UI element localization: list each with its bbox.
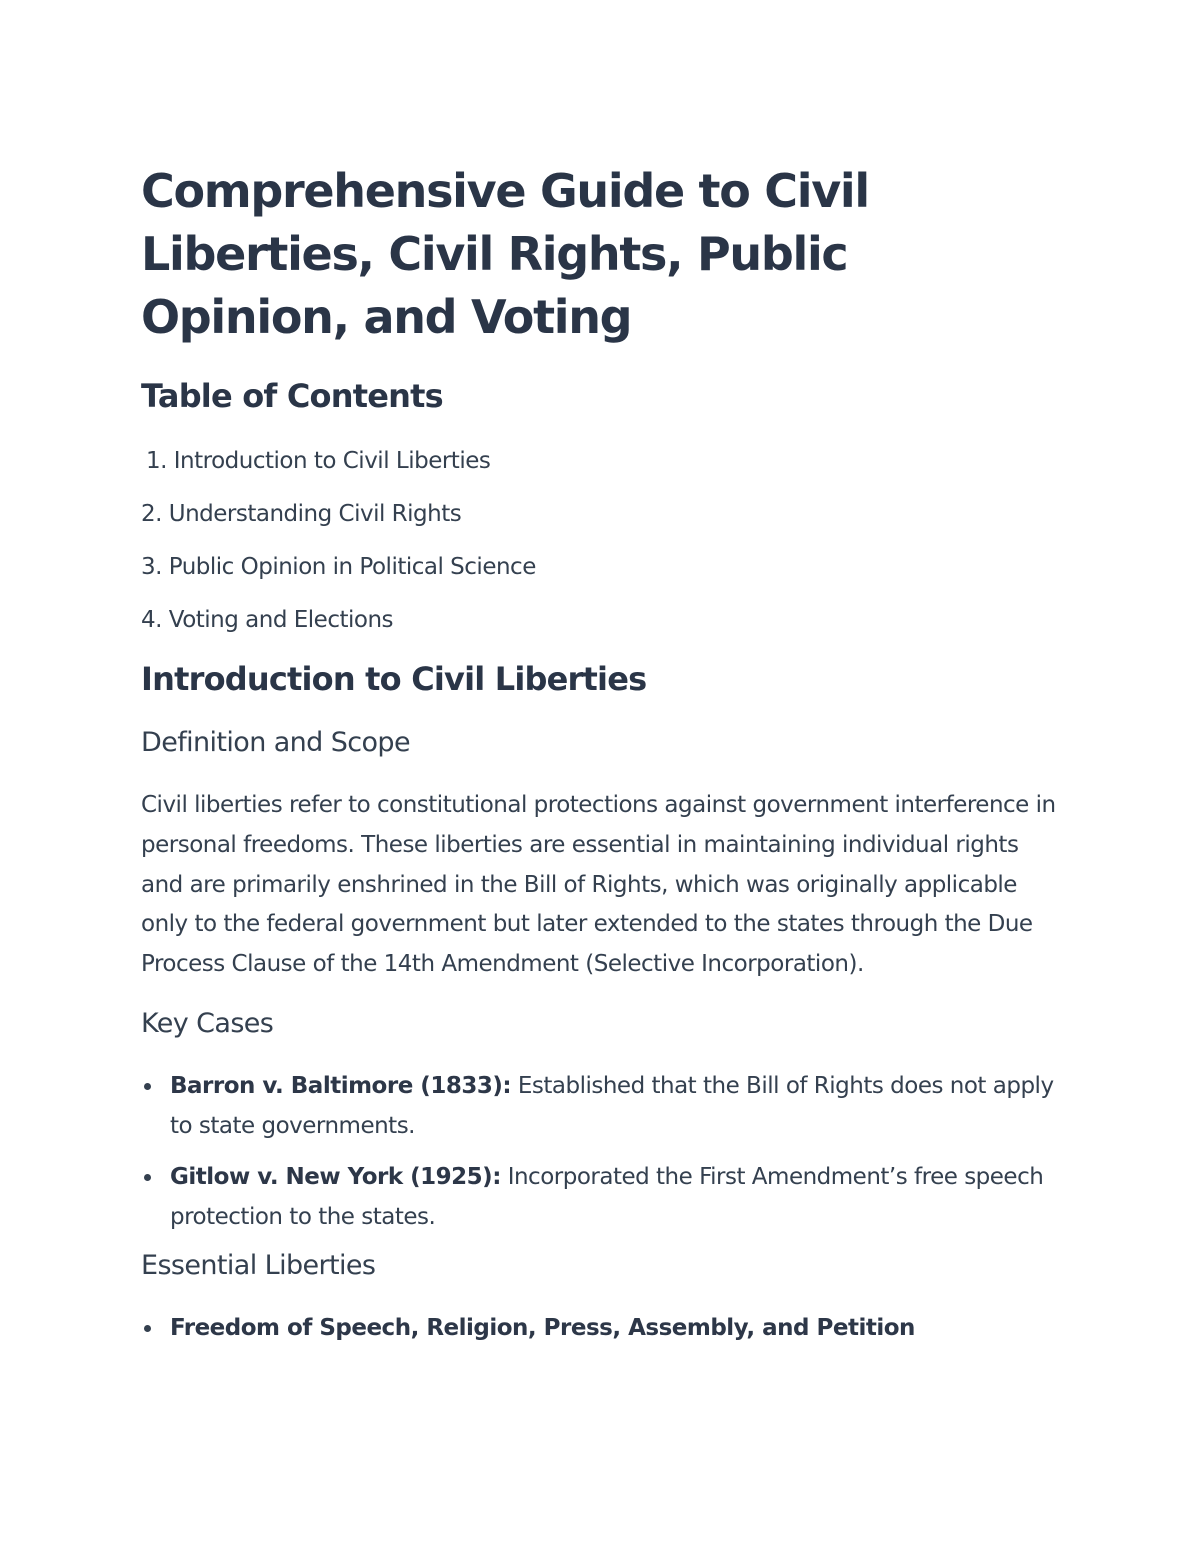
table-of-contents	[141, 447, 1061, 634]
case-description: Incorporated the First Amendment’s free speech protection to the states.	[170, 1163, 1044, 1230]
section-heading-civil-liberties: Introduction to Civil Liberties	[141, 660, 647, 698]
definition-paragraph: Civil liberties refer to constitutional protections against government interference in personal freedoms. These liberties are essential in maintaining individual rights and are primarily enshrined in the Bill of Rights, which was originally applicable only to the federal government but later extended to the states through the Due Process Clause of the 14th Amendment (Selective Incorporation).	[141, 792, 1056, 978]
list-item	[141, 1157, 1061, 1237]
document-title: Comprehensive Guide to Civil Liberties, Civil Rights, Public Opinion, and Voting	[141, 164, 869, 344]
case-description: Established that the Bill of Rights does not apply to state governments.	[170, 1072, 1054, 1139]
list-item	[141, 1066, 1061, 1146]
toc-item[interactable]: 1. Introduction to Civil Liberties	[146, 448, 491, 474]
key-cases-list	[141, 1066, 1061, 1237]
subheading-definition-scope: Definition and Scope	[141, 727, 410, 758]
case-name: Gitlow v. New York (1925):	[170, 1163, 501, 1190]
essential-liberties-list	[141, 1308, 1061, 1348]
toc-item[interactable]: 3. Public Opinion in Political Science	[141, 554, 536, 580]
subheading-essential-liberties: Essential Liberties	[141, 1249, 376, 1281]
list-item	[141, 1308, 1061, 1348]
toc-item[interactable]: 2. Understanding Civil Rights	[141, 501, 462, 527]
toc-heading: Table of Contents	[141, 377, 443, 415]
case-name: Barron v. Baltimore (1833):	[170, 1072, 512, 1099]
liberty-name: Freedom of Speech, Religion, Press, Assembly, and Petition	[170, 1314, 915, 1341]
document-page	[141, 160, 1061, 1348]
subheading-key-cases: Key Cases	[141, 1007, 274, 1039]
toc-item[interactable]: 4. Voting and Elections	[141, 607, 394, 633]
